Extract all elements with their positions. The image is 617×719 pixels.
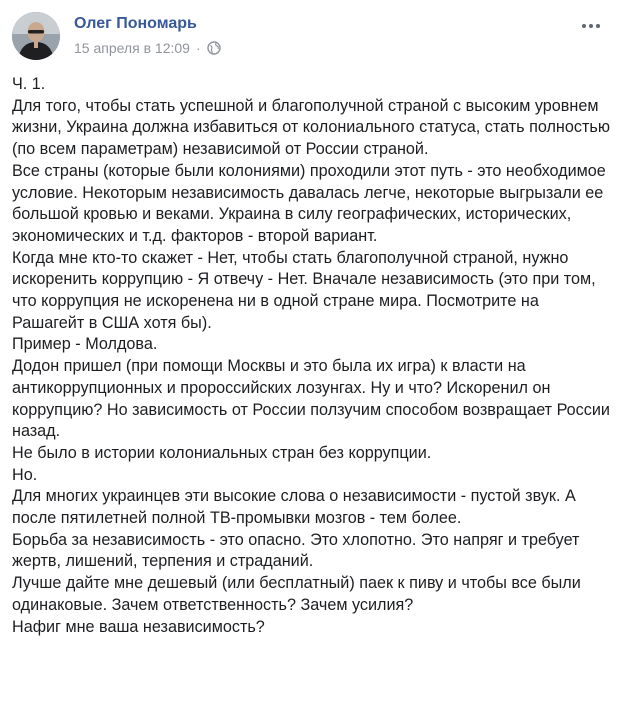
post-paragraph: Лучше дайте мне дешевый (или бесплатный) паек к пиву и чтобы все были одинаковые. Зачем ответственность? Зачем усилия? [12, 574, 586, 614]
post-paragraph: Для многих украинцев эти высокие слова о независимости - пустой звук. А после пятилетней полной ТВ-промывки мозгов - тем более. [12, 487, 581, 528]
post-paragraph: Додон пришел (при помощи Москвы и это была их игра) к власти на антикоррупционных и пророссийских лозунгах. Ну и что? Искоренил он коррупцию? Но зависимость от России ползучим способом возвращает России назад. [12, 357, 615, 441]
avatar-image [12, 12, 60, 60]
post-paragraph: Когда мне кто-то скажет - Нет, чтобы стать благополучной страной, нужно искоренить коррупцию - Я отвечу - Нет. Вначале независимость (это при том, что коррупция не искоренена ни в одной стране мира. Посмотрите на Рашагейт в США хотя бы). [12, 248, 601, 332]
more-options-icon[interactable] [579, 18, 603, 34]
post-timestamp[interactable]: 15 апреля в 12:09 [74, 40, 190, 56]
meta-separator: · [195, 40, 201, 56]
post-paragraph: Борьба за независимость - это опасно. Это хлопотно. Это напряг и требует жертв, лишений, терпения и страданий. [12, 530, 584, 571]
author-name[interactable]: Олег Пономарь [74, 15, 197, 32]
globe-icon[interactable] [207, 41, 221, 55]
post-paragraph: Все страны (которые были колониями) проходили этот путь - это необходимое условие. Некоторым независимость давалась легче, некоторые выгрызали ее большой кровью и веками. Украина в силу географических, исторических, экономических и т.д. факторов - второй вариант. [12, 161, 611, 245]
post-paragraph: Не было в истории колониальных стран без коррупции. [12, 443, 432, 462]
avatar[interactable] [12, 12, 60, 60]
post-paragraph: Для того, чтобы стать успешной и благополучной страной с высоким уровнем жизни, Украина должна избавиться от колониального статуса, стать полностью (по всем параметрам) независимой от России страной. [12, 96, 615, 159]
post-paragraph: Нафиг мне ваша независимость? [12, 617, 265, 636]
post-paragraph: Ч. 1. [12, 75, 46, 93]
post-paragraph: Пример - Молдова. [12, 335, 158, 354]
post-header [12, 12, 607, 60]
post-body [12, 74, 615, 638]
post-paragraph: Но. [12, 465, 38, 484]
post-meta [74, 40, 221, 56]
